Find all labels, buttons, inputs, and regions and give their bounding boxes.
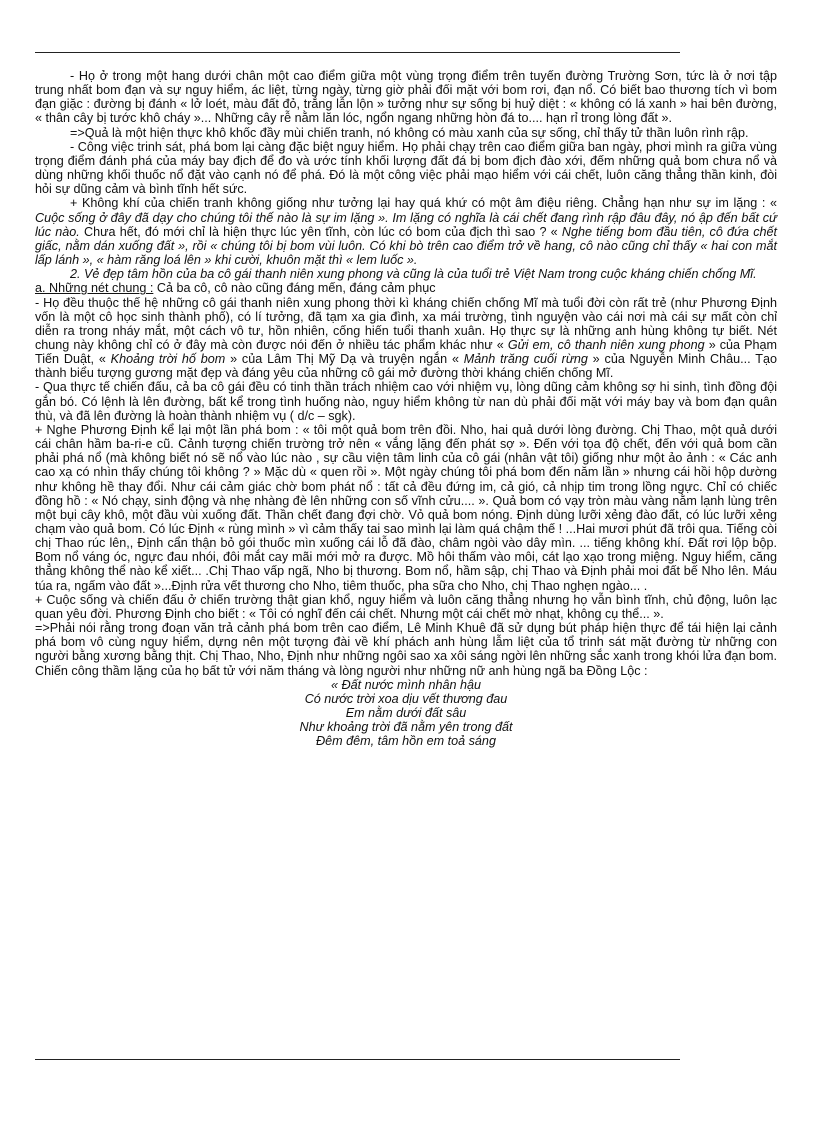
subsection-a-text: Cả ba cô, cô nào cũng đáng mến, đáng cảm phục [153, 281, 436, 296]
paragraph-4-text-b: Chưa hết, đó mới chỉ là hiện thực lúc yên tĩnh, còn lúc có bom của địch thì sao ? « [79, 224, 562, 239]
paragraph-4-quote-b: Nghe tiếng bom đầu tiên, cô đứa chết giấc, nằm dán xuống đất », rồi « chúng tôi bị bom vùi luôn. Có khi bò trên cao điểm trở về hang, cô nào cũng chỉ thấy « hai con mắt lấp lánh », « hàm răng loá lên » khi cười, khuôn mặt thì « lem luốc ». [35, 224, 777, 268]
subsection-a-title: a. Những nét chung : [35, 281, 154, 296]
paragraph-7-text-c: » của Lâm Thị Mỹ Dạ và truyện ngắn « [225, 352, 464, 367]
paragraph-1: - Họ ở trong một hang dưới chân một cao điểm giữa một vùng trọng điểm trên tuyến đường Trường Sơn, tức là ở nơi tập trung nhất bom đạn và sự nguy hiểm, ác liệt, từng ngày, từng giờ phải đối mặt với bom rơi, đạn nổ. Có biết bao thương tích vì bom đạn giặc : đường bị đánh « lở loét, màu đất đỏ, trắng lẫn lộn » tưởng như sự sống bị huỷ diệt : « không có lá xanh » hai bên đường, « thân cây bị tước khô cháy »... Những cây rễ nằm lăn lóc, ngổn ngang những hòn đá to.... hạn rỉ trong lòng đất ». [35, 69, 777, 126]
poem [35, 678, 777, 749]
paragraph-4-text-a: + Không khí của chiến tranh không giống như tưởng lại hay quá khứ có một âm điệu riêng. Chẳng hạn như sự im lặng : « [70, 196, 777, 211]
subsection-a [35, 281, 777, 295]
paragraph-4-quote-a: Cuộc sống ở đây đã dạy cho chúng tôi thế nào là sự im lặng ». Im lặng có nghĩa là cái chết đang rình rập đâu đây, nó ập đến bất cứ lúc nào. [35, 210, 777, 239]
paragraph-7-text-d: » của Nguyễn Minh Châu... Tạo thành biểu tượng gương mặt đẹp và đáng yêu của những cô gái mở đường thời kháng chiến chống Mĩ. [35, 352, 777, 381]
top-rule [35, 52, 680, 53]
paragraph-7-text-b: » của Phạm Tiến Duật, « [35, 337, 777, 367]
paragraph-3: - Công việc trinh sát, phá bom lại càng đặc biệt nguy hiểm. Họ phải chạy trên cao điểm giữa ban ngày, phơi mình ra giữa vùng trọng điểm đánh phá của máy bay địch để đo và ước tính khối lượng đất đá bị bom địch đào xới, đếm những quả bom chưa nổ và dùng những khối thuốc nổ đặt vào cạnh nó để phá. Đó là một công việc phải mạo hiểm với cái chết, luôn căng thẳng thần kinh, đòi hỏi sự dũng cảm và bình tĩnh hết sức. [35, 139, 777, 197]
work-title-1: Gửi em, cô thanh niên xung phong [507, 337, 705, 352]
paragraph-11: =>Phải nói rằng trong đoạn văn trả cảnh phá bom trên cao điểm, Lê Minh Khuê đã sử dụng bút pháp hiện thực để tái hiện lại cảnh phá bom vô cùng nguy hiểm, dựng nên một tượng đài về khí phách anh hùng lẫm liệt của tổ trinh sát mặt đường từ những con người bằng xương bằng thịt. Chị Thao, Nho, Định như những ngôi sao xa xôi sáng ngời lên những sắc xanh trong khói lửa đạn bom. Chiến công thầm lặng của họ bất tử với năm tháng và lòng người như những nữ anh hùng ngã ba Đồng Lộc : [35, 621, 777, 678]
paragraph-10: + Cuộc sống và chiến đấu ở chiến trường thật gian khổ, nguy hiểm và luôn căng thẳng nhưng họ vẫn bình tĩnh, chủ động, luôn lạc quan yêu đời. Phương Định cho biết : « Tôi có nghĩ đến cái chết. Nhưng một cái chết mờ nhạt, không cụ thể... ». [35, 592, 777, 621]
work-title-3: Mảnh trăng cuối rừng [463, 352, 588, 367]
poem-line-5: Đêm đêm, tâm hồn em toả sáng [316, 734, 496, 749]
paragraph-4 [35, 196, 777, 267]
work-title-2: Khoảng trời hố bom [110, 352, 226, 367]
poem-line-3: Em nằm dưới đất sâu [345, 706, 467, 721]
paragraph-9: + Nghe Phương Định kể lại một lần phá bom : « tôi một quả bom trên đồi. Nho, hai quả dưới lòng đường. Chị Thao, một quả dưới cái chân hầm ba-ri-e cũ. Cảnh tượng chiến trường trở nên « vắng lặng đến phát sợ ». Đến với tọa độ chết, đến với quả bom cần phải phá nổ (mà không biết nó sẽ nổ vào lúc nào , sự cầu viện tâm linh của cô gái (nhân vật tôi) giống như một ảo ảnh : « Các anh cao xạ có nhìn thấy chúng tôi không ? » Mặc dù « quen rồi ». Một ngày chúng tôi phá bom đến năm lần » nhưng cái hồi hộp dường như không hề thay đổi. Như cái cảm giác chờ bom phát nổ : tất cả đều đứng im, cả gió, cả nhịp tim trong lồng ngực. Chỉ có chiếc đồng hồ : « Nó chạy, sinh động và nhẹ nhàng đè lên những con số vĩnh cửu.... ». Quả bom có vạy tròn màu vàng nằm lạnh lùng trên một bụi cây khô, một đầu vùi xuống đất. Thần chết đang đợi chờ. Vỏ quả bom nóng. Định dùng lưỡi xẻng đào đất, có lúc lưỡi xẻng chạm vào quả bom. Có lúc Định « rùng mình » vì cảm thấy tai sao mình lại làm quá chậm thế ! ...Hai mươi phút đã trôi qua. Tiếng còi chị Thao rúc lên,, Định cẩn thận bỏ gói thuốc mìn xuống cái lỗ đã đào, châm ngòi vào dây mìn. ... tiếng không khí. Đất rơi lộp bộp. Bom nổ váng óc, ngực đau nhói, đôi mắt cay mãi mới mở ra được. Mồ hôi thấm vào môi, cát lạo xạo trong miệng. Nguy hiểm, căng thẳng không thể nào kể xiết... .Chị Thao vấp ngã, Nho bị thương. Bom nổ, hầm sập, chị Thao và Định phải moi đất bế Nho lên. Máu túa ra, ngấm vào đất »...Định rửa vết thương cho Nho, tiêm thuốc, pha sữa cho Nho, chị Thao nghẹn ngào... . [35, 422, 777, 593]
paragraph-7 [35, 296, 777, 381]
section-heading-2: 2. Vẻ đẹp tâm hồn của ba cô gái thanh niên xung phong và cũng là của tuổi trẻ Việt Nam trong cuộc kháng chiến chống Mĩ. [70, 267, 757, 282]
document-body [35, 69, 777, 749]
paragraph-7-text-a: - Họ đều thuộc thế hệ những cô gái thanh niên xung phong thời kì kháng chiến chống Mĩ mà tuổi đời còn rất trẻ (như Phương Định vốn là một cô học sinh thành phố), có lí tưởng, đã tạm xa gia đình, xa mái trường, tình nguyện vào cái nơi mà cái sự mất còn chỉ diễn ra trong nháy mắt, một cách vô tư, hồn nhiên, cống hiến tuổi thanh xuân. Họ thực sự là những anh hùng không tự biết. Nét chung này không chỉ có ở đây mà còn được nói đến ở nhiều tác phẩm khác như « [35, 295, 777, 352]
paragraph-2: =>Quả là một hiện thực khô khốc đầy mùi chiến tranh, nó không có màu xanh của sự sống, chỉ thấy tử thần luôn rình rập. [70, 125, 749, 140]
poem-line-4: Như khoảng trời đã nằm yên trong đất [299, 720, 513, 735]
poem-line-1: « Đất nước mình nhân hậu [330, 677, 482, 692]
poem-line-2: Có nước trời xoa dịu vết thương đau [304, 691, 508, 706]
paragraph-8: - Qua thực tế chiến đấu, cả ba cô gái đều có tinh thần trách nhiệm cao với nhiệm vụ, lòng dũng cảm không sợ hi sinh, tình đồng đội gắn bó. Có lệnh là lên đường, bất kể trong tình huống nào, nguy hiểm không từ nan dù phải đối mặt với máy bay và bom đạn quân thù, và đã lên đường là hoàn thành nhiệm vụ ( d/c – sgk). [35, 380, 777, 423]
bottom-rule [35, 1059, 680, 1060]
